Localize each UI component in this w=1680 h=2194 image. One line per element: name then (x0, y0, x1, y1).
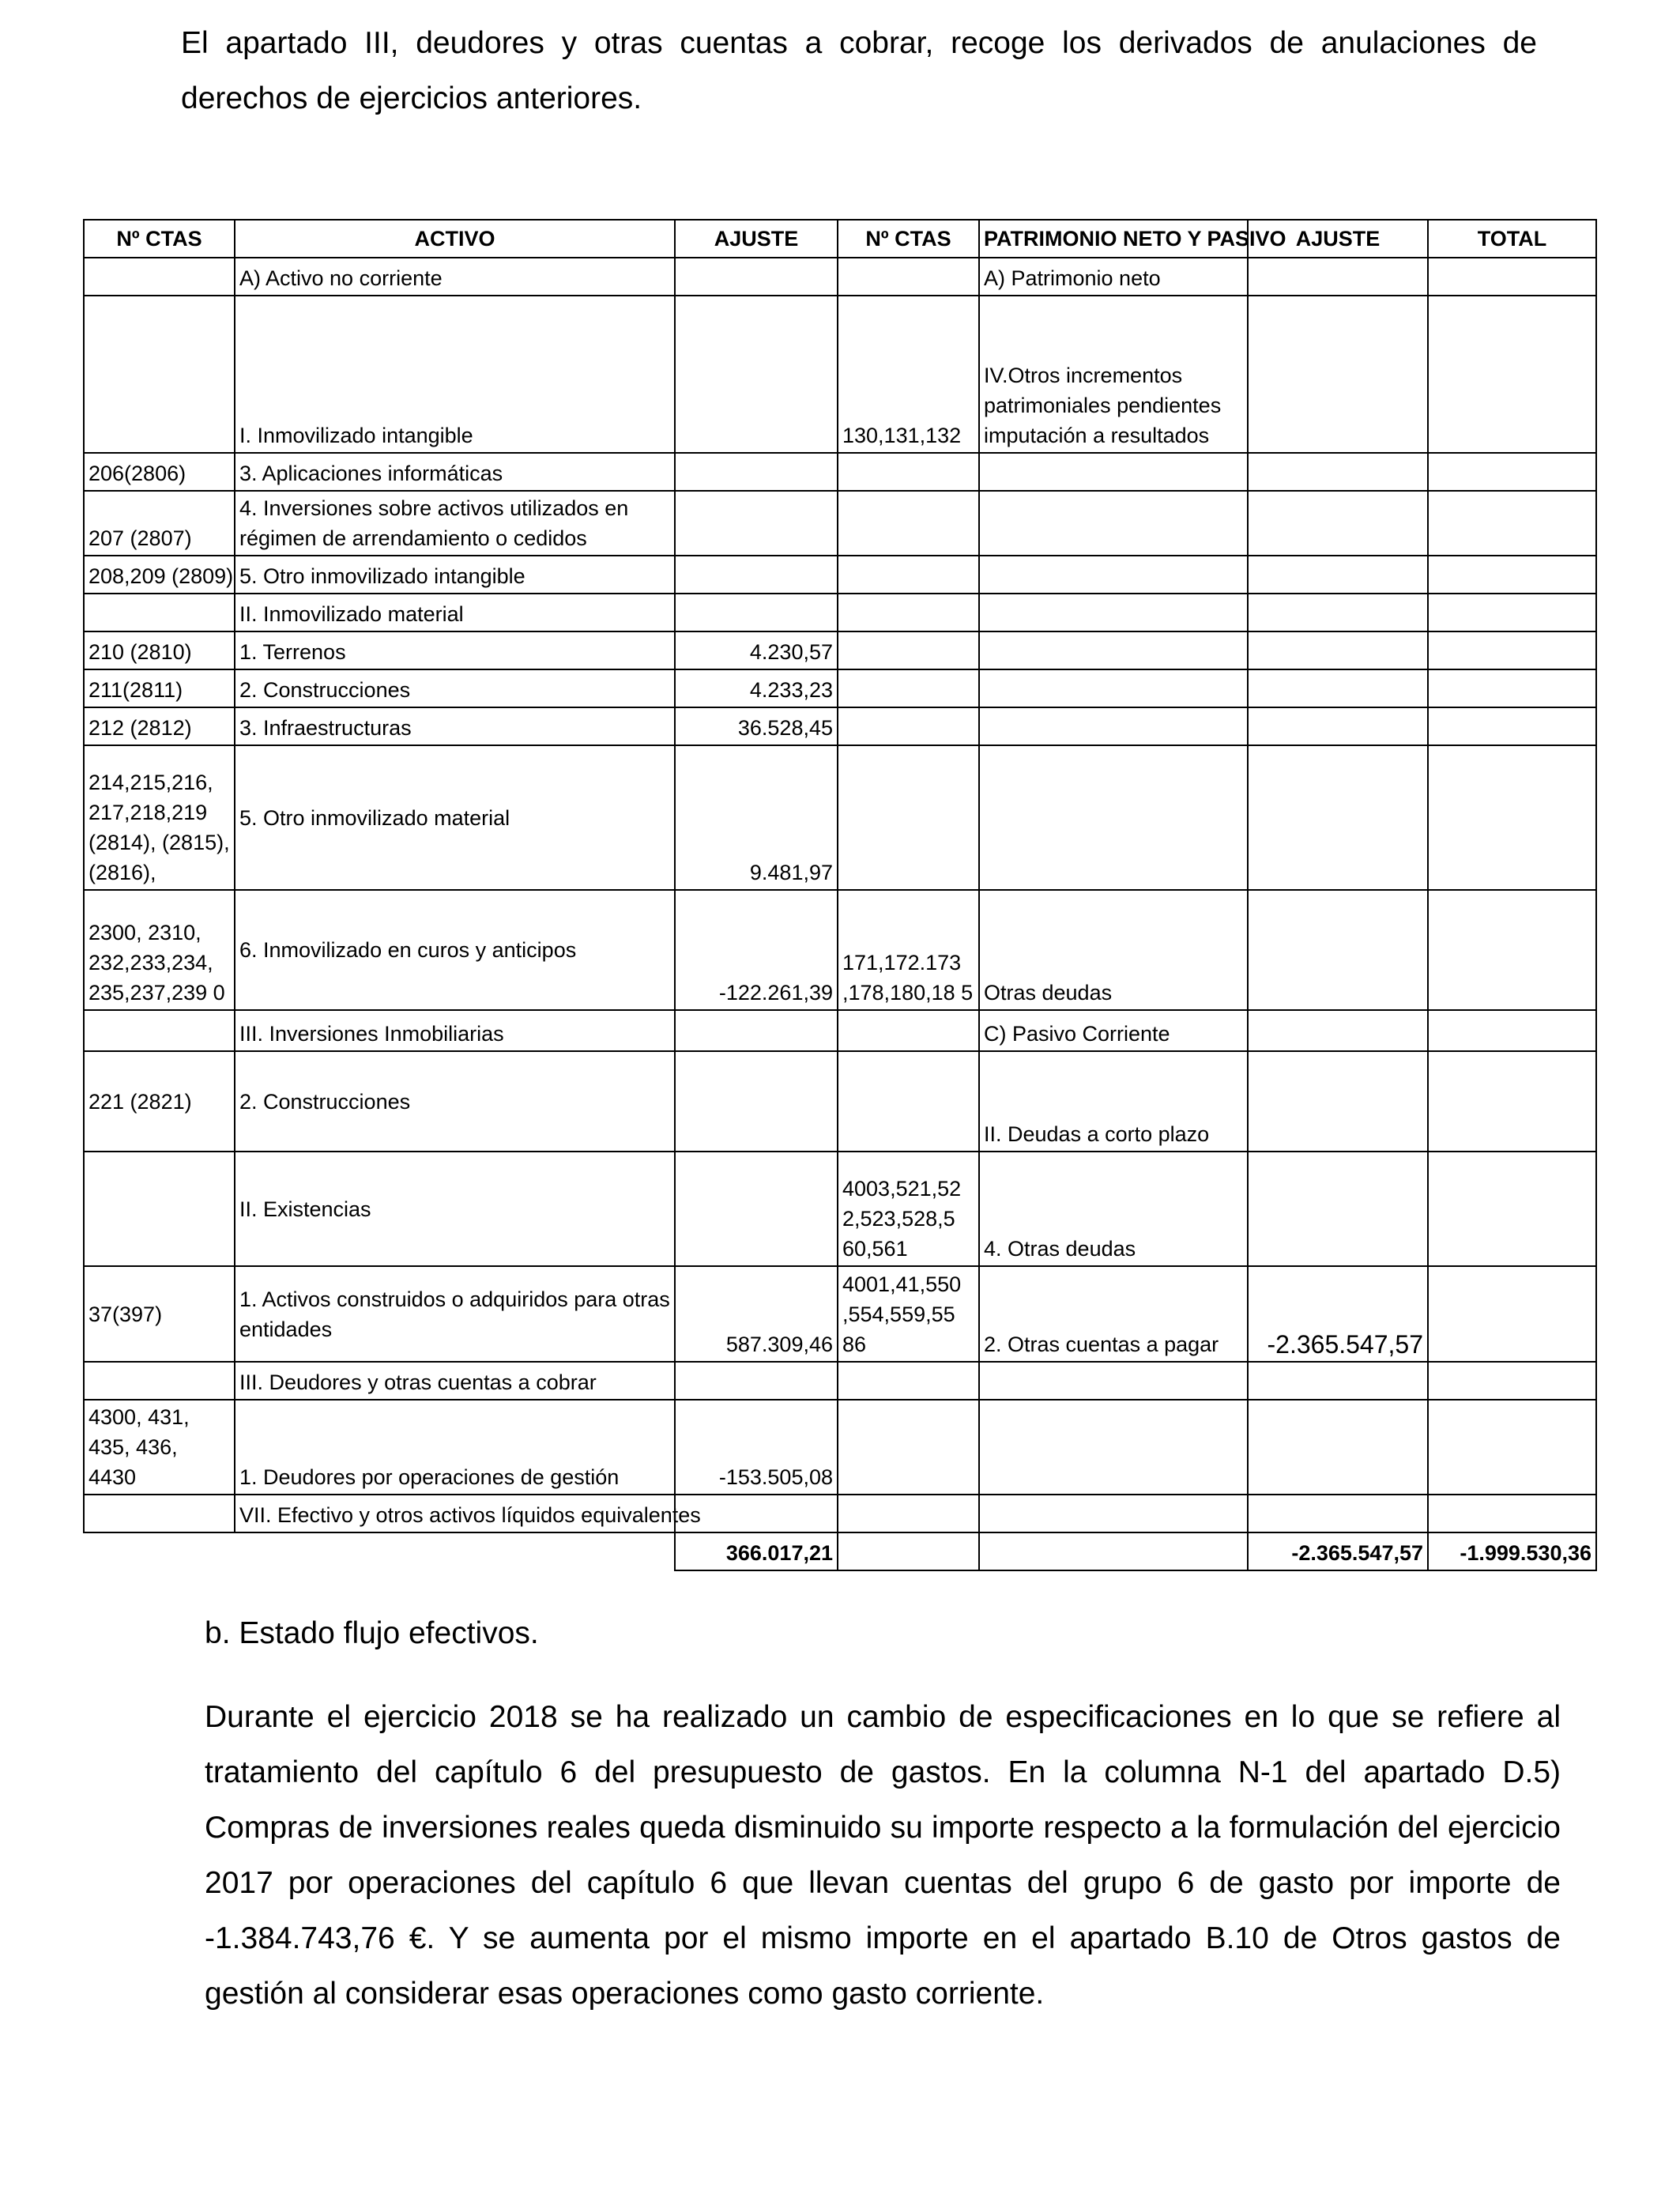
table-row: 211(2811) 2. Construcciones 4.233,23 (84, 669, 1596, 707)
table-row: II. Existencias 4003,521,52 2,523,528,5 60,561 4. Otras deudas (84, 1152, 1596, 1266)
header-activo: ACTIVO (235, 220, 675, 258)
table-row: 214,215,216, 217,218,219 (2814), (2815), (2816), 5. Otro inmovilizado material 9.481,97 (84, 745, 1596, 890)
intro-paragraph: El apartado III, deudores y otras cuentas a cobrar, recoge los derivados de anulaciones de derechos de ejercicios anteriores. (181, 26, 1537, 115)
header-ajuste-pasivo: AJUSTE (1248, 220, 1428, 258)
cell-pasivo: A) Patrimonio neto (979, 258, 1248, 296)
cell-activo: III. Inversiones Inmobiliarias (235, 1010, 675, 1051)
cell-ajuste: 36.528,45 (675, 707, 838, 745)
cell-ajuste: -153.505,08 (675, 1400, 838, 1495)
cell-activo: 4. Inversiones sobre activos utilizados en régimen de arrendamiento o cedidos (235, 491, 675, 556)
total-ajuste-pasivo: -2.365.547,57 (1248, 1532, 1428, 1570)
header-ajuste-activo: AJUSTE (675, 220, 838, 258)
cell-pasivo: 2. Otras cuentas a pagar (979, 1266, 1248, 1362)
grand-total: -1.999.530,36 (1428, 1532, 1596, 1570)
cell-activo: A) Activo no corriente (235, 258, 675, 296)
cell-activo: 2. Construcciones (235, 669, 675, 707)
cell-activo: 3. Infraestructuras (235, 707, 675, 745)
cell-ajuste: 4.230,57 (675, 631, 838, 669)
balance-adjustment-table (83, 219, 1597, 1571)
table-row: 221 (2821) 2. Construcciones II. Deudas a corto plazo (84, 1051, 1596, 1152)
body-paragraph-b: Durante el ejercicio 2018 se ha realizado un cambio de especificaciones en lo que se refiere al tratamiento del capítulo 6 del presupuesto de gastos. En la columna N-1 del apartado D.5) Compras de inversiones reales queda disminuido su importe respecto a la formulación del ejercicio 2017 por operaciones del capítulo 6 que llevan cuentas del grupo 6 de gasto por importe de -1.384.743,76 €. Y se aumenta por el mismo importe en el apartado B.10 de Otros gastos de gestión al considerar esas operaciones como gasto corriente. (205, 1700, 1561, 2011)
table-row: 212 (2812) 3. Infraestructuras 36.528,45 (84, 707, 1596, 745)
cell-ajuste: -122.261,39 (675, 890, 838, 1010)
cell-activo: I. Inmovilizado intangible (235, 296, 675, 453)
cell-ajuste-pasivo: -2.365.547,57 (1248, 1266, 1428, 1362)
section-heading-b: b. Estado flujo efectivos. (205, 1616, 539, 1650)
cell-pasivo: II. Deudas a corto plazo (979, 1051, 1248, 1152)
table-row: 207 (2807) 4. Inversiones sobre activos utilizados en régimen de arrendamiento o cedidos (84, 491, 1596, 556)
table-row: I. Inmovilizado intangible 130,131,132 IV.Otros incrementos patrimoniales pendientes imputación a resultados (84, 296, 1596, 453)
table-row: 206(2806) 3. Aplicaciones informáticas (84, 453, 1596, 491)
table-header-row (84, 220, 1596, 258)
table-row: 210 (2810) 1. Terrenos 4.230,57 (84, 631, 1596, 669)
table-row (84, 1010, 1596, 1051)
cell-activo: 1. Activos construidos o adquiridos para otras entidades (235, 1266, 675, 1362)
header-patrimonio: PATRIMONIO NETO Y PASIVO (979, 220, 1248, 258)
cell-activo: III. Deudores y otras cuentas a cobrar (235, 1362, 675, 1400)
cell-activo: 5. Otro inmovilizado material (235, 745, 675, 890)
cell-ajuste: 4.233,23 (675, 669, 838, 707)
cell-activo: 1. Terrenos (235, 631, 675, 669)
table-totals-row (84, 1532, 1596, 1570)
table-row (84, 1495, 1596, 1532)
header-ctas-pasivo: Nº CTAS (838, 220, 979, 258)
table-row (84, 1362, 1596, 1400)
table-row: 208,209 (2809) 5. Otro inmovilizado intangible (84, 556, 1596, 594)
table-row (84, 594, 1596, 631)
cell-ajuste: 9.481,97 (675, 745, 838, 890)
cell-activo: 3. Aplicaciones informáticas (235, 453, 675, 491)
header-total: TOTAL (1428, 220, 1596, 258)
header-ctas-activo: Nº CTAS (84, 220, 235, 258)
cell-activo: VII. Efectivo y otros activos líquidos equivalentes (235, 1495, 675, 1532)
cell-activo: II. Inmovilizado material (235, 594, 675, 631)
table-row (84, 258, 1596, 296)
cell-activo: 5. Otro inmovilizado intangible (235, 556, 675, 594)
cell-activo: 1. Deudores por operaciones de gestión (235, 1400, 675, 1495)
cell-ajuste: 587.309,46 (675, 1266, 838, 1362)
total-ajuste-activo: 366.017,21 (675, 1532, 838, 1570)
table-row: 4300, 431, 435, 436, 4430 1. Deudores por operaciones de gestión -153.505,08 (84, 1400, 1596, 1495)
cell-pasivo: Otras deudas (979, 890, 1248, 1010)
table-row: 2300, 2310, 232,233,234, 235,237,239 0 6. Inmovilizado en curos y anticipos -122.261,39 171,172.173 ,178,180,18 5 Otras deudas (84, 890, 1596, 1010)
cell-activo: II. Existencias (235, 1152, 675, 1266)
table-row: 37(397) 1. Activos construidos o adquiridos para otras entidades 587.309,46 4001,41,550 ,554,559,55 86 2. Otras cuentas a pagar -2.365.547,57 (84, 1266, 1596, 1362)
cell-pasivo: IV.Otros incrementos patrimoniales pendientes imputación a resultados (979, 296, 1248, 453)
cell-pasivo: C) Pasivo Corriente (979, 1010, 1248, 1051)
cell-pasivo: 4. Otras deudas (979, 1152, 1248, 1266)
cell-activo: 2. Construcciones (235, 1051, 675, 1152)
cell-activo: 6. Inmovilizado en curos y anticipos (235, 890, 675, 1010)
